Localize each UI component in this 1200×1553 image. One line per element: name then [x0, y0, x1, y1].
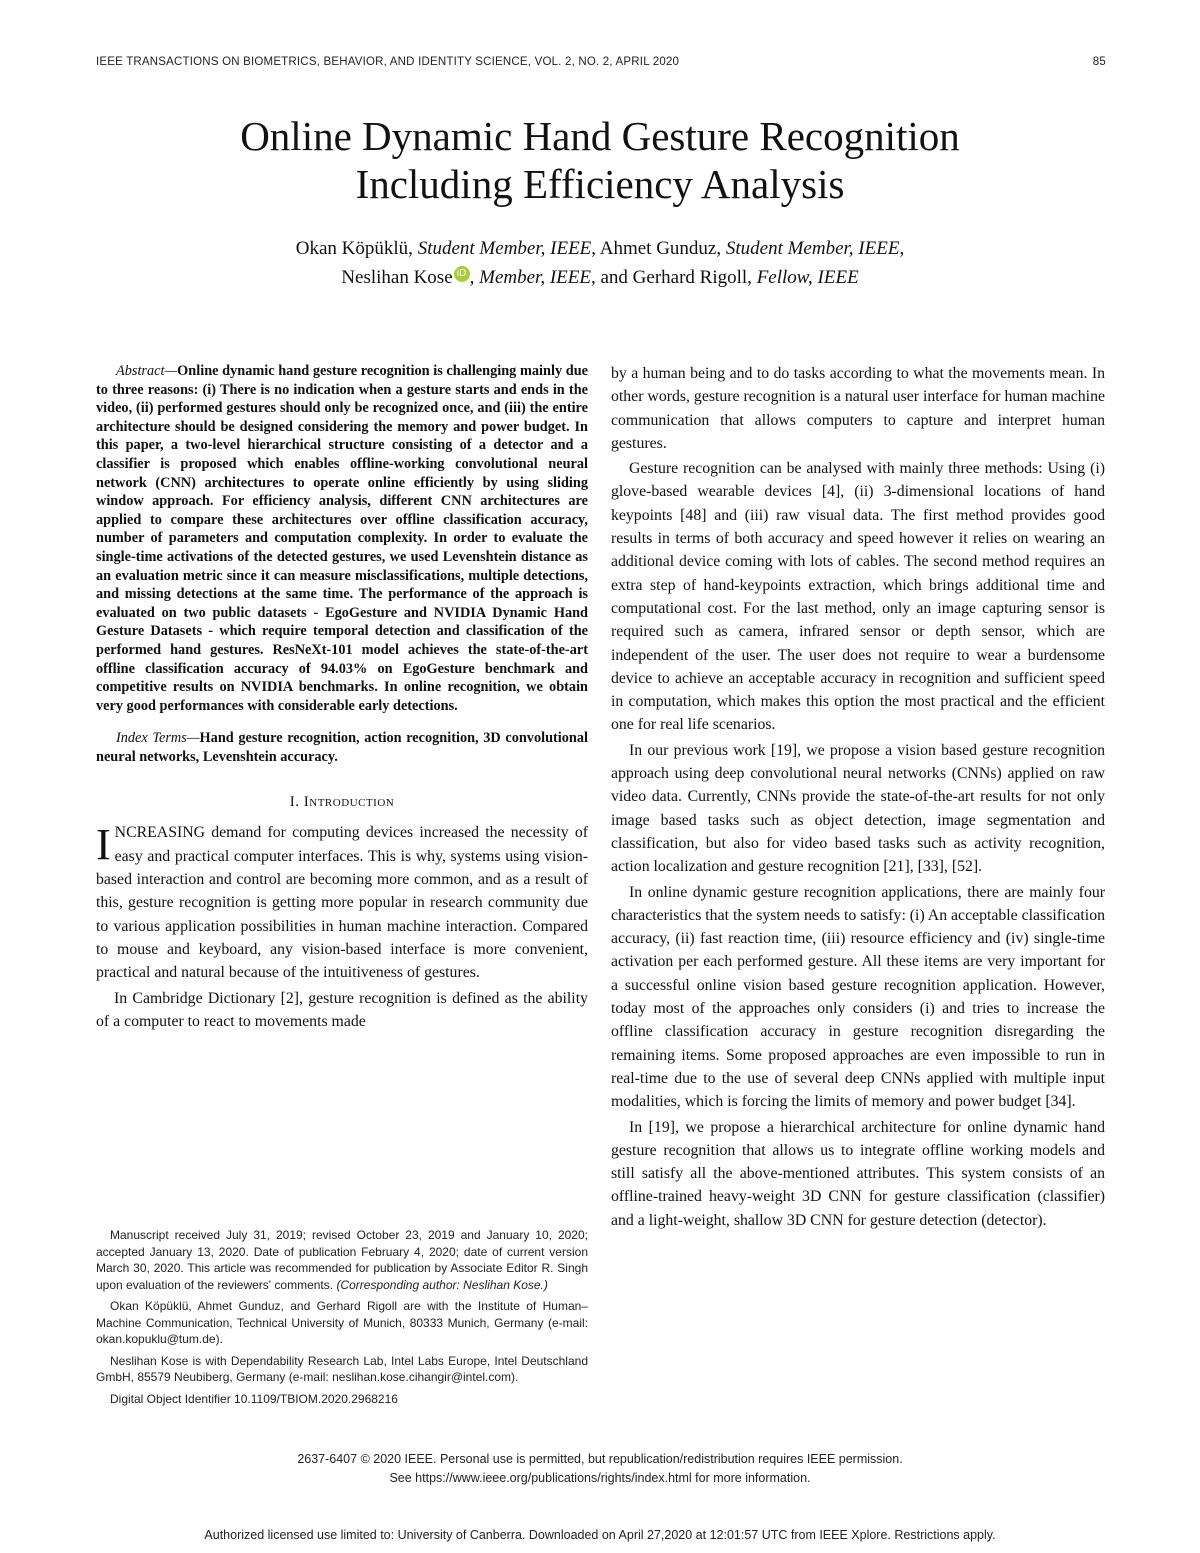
author-role: Fellow, IEEE: [756, 267, 859, 288]
title-line-1: Online Dynamic Hand Gesture Recognition: [240, 113, 960, 159]
author-line-2: [0, 263, 1200, 292]
right-paragraph-2: Gesture recognition can be analysed with mainly three methods: Using (i) glove-based wearable devices [4], (ii) 3-dimensional locations of hand keypoints [48] and (iii) raw visual data. The first method provides good results in terms of both accuracy and speed however it relies on wearing an additional device coming with lots of cables. The second method requires an extra step of hand-keypoints extraction, which brings additional time and computational cost. For the last method, only an image capturing sensor is required such as camera, infrared sensor or depth sensor, which are independent of the user. The user does not require to wear a burdensome device to achieve an acceptable accuracy in recognition and sufficient speed in computation, which makes this option the most practical and the efficient one for real life scenarios.: [611, 460, 1105, 734]
right-paragraph-1: by a human being and to do tasks according to what the movements mean. In other words, gesture recognition is a natural user interface for human machine communication that allows computers to capture and interpret human gestures.: [611, 365, 1105, 452]
right-paragraph-3: In our previous work [19], we propose a vision based gesture recognition approach using deep convolutional neural networks (CNNs) applied on raw video data. Currently, CNNs provide the state-of-the-art results for not only image based tasks such as object detection, image segmentation and classification, but also for video based tasks such as activity recognition, action localization and gesture recognition [21], [33], [52].: [611, 741, 1105, 876]
intro-paragraph-1: [96, 821, 588, 984]
page-number: 85: [1092, 56, 1106, 68]
abstract-text: Online dynamic hand gesture recognition is challenging mainly due to three reasons: (i) There is no indication when a gesture starts and ends in the video, (ii) performed gestures should only be recognized once, and (iii) the entire architecture should be designed considering the memory and power budget. In this paper, a two-level hierarchical structure consisting of a detector and a classifier is proposed which enables offline-working convolutional neural network (CNN) architectures to operate online efficiently by using sliding window approach. For efficiency analysis, different CNN architectures are applied to compare these architectures over offline classification accuracy, number of parameters and computation complexity. In order to evaluate the single-time activations of the detected gestures, we used Levenshtein distance as an evaluation metric since it can measure misclassifications, multiple detections, and missing detections at the same time. The performance of the approach is evaluated on two public datasets - EgoGesture and NVIDIA Dynamic Hand Gesture Datasets - which require temporal detection and classification of the performed hand gestures. ResNeXt-101 model achieves the state-of-the-art offline classification accuracy of 94.03% on EgoGesture benchmark and competitive results on NVIDIA benchmarks. In online recognition, we obtain very good performances with considerable early detections.: [96, 363, 588, 714]
journal-name: IEEE TRANSACTIONS ON BIOMETRICS, BEHAVIOR, AND IDENTITY SCIENCE, VOL. 2, NO. 2, APRIL 2020: [96, 56, 680, 68]
right-paragraph-4: In online dynamic gesture recognition applications, there are mainly four characteristics that the system needs to satisfy: (i) An acceptable classification accuracy, (ii) fast reaction time, (iii) resource efficiency and (iv) single-time activation per each performed gesture. All these items are very important for a successful online vision based gesture recognition application. However, today most of the approaches only considers (i) and tries to increase the offline classification accuracy in gesture recognition disregarding the remaining items. Some proposed approaches are even impossible to run in real-time due to the use of several deep CNNs applied with multiple input modalities, which is forcing the limits of memory and power budget [34].: [611, 883, 1105, 1111]
author-separator: ,: [469, 267, 475, 288]
footnote-affiliation-intel: Neslihan Kose is with Dependability Research Lab, Intel Labs Europe, Intel Deutschland GmbH, 85579 Neubiberg, Germany (e-mail: neslihan.kose.cihangir@intel.com).: [96, 1353, 588, 1384]
left-column: [96, 362, 588, 1033]
right-column: [611, 362, 1105, 1232]
copyright-line-1: 2637-6407 © 2020 IEEE. Personal use is permitted, but republication/redistribution requires IEEE permission.: [297, 1452, 903, 1466]
abstract-lead: Abstract—: [116, 363, 178, 379]
title-line-2: Including Efficiency Analysis: [355, 161, 845, 207]
authorized-use-notice: Authorized licensed use limited to: University of Canberra. Downloaded on April 27,2020 at 12:01:57 UTC from IEEE Xplore. Restrictions apply.: [204, 1528, 996, 1542]
author-name: , and Gerhard Rigoll,: [591, 267, 752, 288]
footnote-corresponding-author: (Corresponding author: Neslihan Kose.): [336, 1277, 548, 1292]
author-role: Student Member, IEEE: [417, 238, 592, 259]
index-terms: [96, 729, 588, 766]
index-terms-text: Hand gesture recognition, action recognition, 3D convolutional neural networks, Levenshtein accuracy.: [96, 730, 588, 765]
copyright-line-2: See https://www.ieee.org/publications/rights/index.html for more information.: [389, 1471, 811, 1485]
footnote-manuscript: [96, 1227, 588, 1293]
intro-paragraph-1-text: NCREASING demand for computing devices increased the necessity of easy and practical computer interfaces. This is why, systems using vision-based interaction and control are becoming more common, and as a result of this, gesture recognition is getting more popular in research community due to various application possibilities in human machine interaction. Compared to mouse and keyboard, any vision-based interface is more convenient, practical and natural because of the intuitiveness of gestures.: [96, 824, 588, 982]
author-name: , Ahmet Gunduz,: [591, 238, 722, 259]
author-role: Student Member, IEEE: [725, 238, 900, 259]
author-line-1: [0, 234, 1200, 263]
abstract: [96, 362, 588, 715]
footnote-manuscript-text: Manuscript received July 31, 2019; revised October 23, 2019 and January 10, 2020; accepted January 13, 2020. Date of publication February 4, 2020; date of current version March 30, 2020. This article was recommended for publication by Associate Editor R. Singh upon evaluation of the reviewers' comments.: [96, 1228, 588, 1292]
orcid-icon[interactable]: iD: [454, 266, 470, 282]
author-role: Member, IEEE: [479, 267, 591, 288]
author-separator: ,: [899, 238, 905, 259]
drop-cap: I: [96, 820, 111, 870]
copyright-notice: [0, 1450, 1200, 1488]
running-head: [96, 56, 1106, 68]
section-heading-introduction: I. Introduction: [289, 794, 395, 811]
index-terms-lead: Index Terms—: [116, 730, 200, 747]
footnote-doi: Digital Object Identifier 10.1109/TBIOM.2020.2968216: [110, 1391, 398, 1406]
author-name: Okan Köpüklü,: [295, 238, 413, 259]
author-list: [0, 234, 1200, 292]
paper-title: [0, 112, 1200, 208]
right-paragraph-5: In [19], we propose a hierarchical architecture for online dynamic hand gesture recognition that allows us to integrate offline working models and still satisfy all the above-mentioned attributes. This system consists of an offline-trained heavy-weight 3D CNN for gesture classification (classifier) and a light-weight, shallow 3D CNN for gesture detection (detector).: [611, 1118, 1105, 1229]
footnote-affiliation-tum: Okan Köpüklü, Ahmet Gunduz, and Gerhard Rigoll are with the Institute of Human–Machine Communication, Technical University of Munich, 80333 Munich, Germany (e-mail: okan.kopuklu@tum.de).: [96, 1299, 588, 1346]
author-name: Neslihan Kose: [341, 267, 453, 288]
intro-paragraph-2: In Cambridge Dictionary [2], gesture recognition is defined as the ability of a computer to react to movements made: [96, 989, 588, 1030]
footnotes: [96, 1227, 588, 1407]
